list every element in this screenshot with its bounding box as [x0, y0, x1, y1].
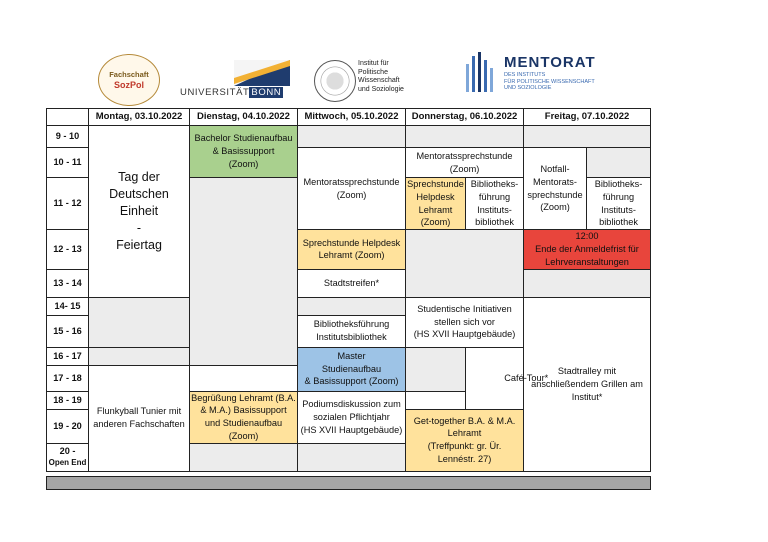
event-mentorat-wed: Mentoratssprechstunde (Zoom) [298, 148, 406, 230]
day-header-friday: Freitag, 07.10.2022 [524, 109, 651, 126]
event-mentorat-thu: Mentoratssprechstunde (Zoom) [406, 148, 524, 178]
mentorat-logo [460, 52, 640, 98]
logo-text: SozPol [113, 80, 144, 90]
logo-text: DES INSTITUTS [504, 72, 546, 78]
event-cafe-tour: Café-Tour* [466, 347, 587, 409]
time-label: 14- 15 [47, 297, 89, 315]
empty-cell [298, 126, 406, 148]
event-anmeldefrist: 12:00 Ende der Anmeldefrist für Lehrveranstaltungen [524, 230, 651, 269]
time-row [47, 126, 651, 148]
event-stadtstreifen: Stadtstreifen* [298, 269, 406, 297]
time-label: 12 - 13 [47, 230, 89, 269]
logo-text: UNIVERSITÄT [180, 87, 250, 98]
event-master-studienaufbau: Master Studienaufbau & Basissupport (Zoom) [298, 347, 406, 391]
institute-logo [314, 58, 414, 104]
time-label: 16 - 17 [47, 347, 89, 365]
mentorat-bars-icon [464, 52, 500, 96]
empty-cell [190, 443, 298, 471]
time-label: 13 - 14 [47, 269, 89, 297]
empty-cell [524, 269, 651, 297]
empty-cell [298, 297, 406, 315]
corner-cell [47, 109, 89, 126]
bonn-logo-graphic [234, 60, 290, 86]
fachschaft-sozpol-logo [98, 54, 160, 106]
event-initiativen: Studentische Initiativen stellen sich vor (HS XVII Hauptgebäude) [406, 297, 524, 347]
empty-cell [190, 178, 298, 366]
day-header-tuesday: Dienstag, 04.10.2022 [190, 109, 298, 126]
time-label: 11 - 12 [47, 178, 89, 230]
event-helpdesk-thu: Sprechstunde Helpdesk Lehramt (Zoom) [406, 178, 466, 230]
empty-cell [524, 126, 651, 148]
logo-text: Wissenschaft [358, 77, 400, 84]
empty-cell [406, 230, 524, 297]
event-get-together: Get-together B.A. & M.A. Lehramt (Treffpunkt: gr. Ür. Lennéstr. 27) [406, 409, 524, 471]
header-row [47, 109, 651, 126]
empty-cell [89, 297, 190, 347]
empty-cell [406, 126, 524, 148]
event-bibliothek-fri: Bibliotheks- führung Instituts- bibliothek [587, 178, 651, 230]
day-header-wednesday: Mittwoch, 05.10.2022 [298, 109, 406, 126]
event-podiumsdiskussion: Podiumsdiskussion zum sozialen Pflichtjahr (HS XVII Hauptgebäude) [298, 391, 406, 443]
schedule-table [46, 108, 651, 472]
event-bachelor-studienaufbau: Bachelor Studienaufbau & Basissupport (Zoom) [190, 126, 298, 178]
institute-seal-icon [314, 60, 356, 102]
event-holiday: Tag der Deutschen Einheit - Feiertag [89, 126, 190, 298]
day-header-thursday: Donnerstag, 06.10.2022 [406, 109, 524, 126]
time-label: 19 - 20 [47, 409, 89, 443]
footer-bar [46, 476, 651, 490]
event-notfall-mentorat: Notfall- Mentorats- sprechstunde (Zoom) [524, 148, 587, 230]
time-label: 15 - 16 [47, 315, 89, 347]
event-flunkyball: Flunkyball Tunier mit anderen Fachschaften [89, 365, 190, 471]
time-label: 20 - Open End [47, 443, 89, 471]
time-label: 9 - 10 [47, 126, 89, 148]
event-helpdesk-wed: Sprechstunde Helpdesk Lehramt (Zoom) [298, 230, 406, 269]
logo-text: Institut für [358, 60, 389, 67]
logo-text: Politische [358, 68, 388, 76]
empty-cell [406, 347, 466, 391]
universitaet-bonn-logo [180, 60, 290, 100]
time-label: 10 - 11 [47, 148, 89, 178]
event-stadtrallye: Stadtralley mit anschließendem Grillen am Institut* [524, 297, 651, 471]
event-bibliothek-thu: Bibliotheks- führung Instituts- bibliothek [466, 178, 524, 230]
logo-text: Fachschaft [109, 70, 149, 79]
event-bibliothek-wed: Bibliotheksführung Institutsbibliothek [298, 315, 406, 347]
time-label: 18 - 19 [47, 391, 89, 409]
day-header-monday: Montag, 03.10.2022 [89, 109, 190, 126]
logo-text: BONN [251, 87, 282, 98]
empty-cell [298, 443, 406, 471]
empty-cell [587, 148, 651, 178]
logo-text: MENTORAT [504, 54, 596, 71]
logo-text: und Soziologie [358, 85, 404, 93]
time-label: 17 - 18 [47, 365, 89, 391]
event-begruessung-lehramt: Begrüßung Lehramt (B.A. & M.A.) Basissupport und Studienaufbau (Zoom) [190, 391, 298, 443]
empty-cell [89, 347, 190, 365]
logo-text: FÜR POLITISCHE WISSENSCHAFT [504, 78, 595, 85]
time-row [47, 297, 651, 315]
logo-text: UND SOZIOLOGIE [504, 85, 552, 91]
time-row [47, 347, 651, 365]
